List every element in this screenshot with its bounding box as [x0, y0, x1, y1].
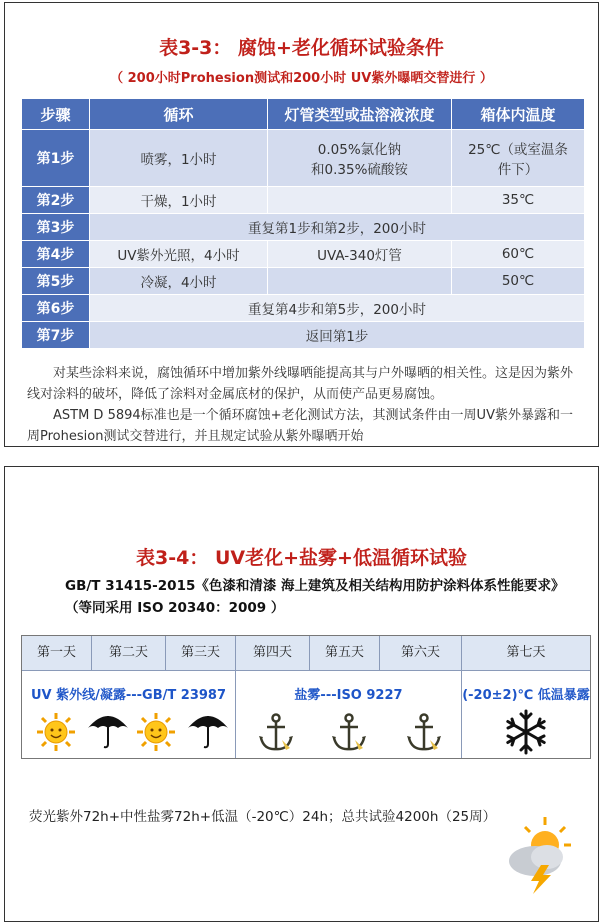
standard-reference: GB/T 31415-2015《色漆和清漆 海上建筑及相关结构用防护涂料体系性能要求》（等同采用 ISO 20340：2009 ）	[65, 578, 565, 616]
table-row: 第3步 重复第1步和第2步，200小时	[22, 214, 585, 241]
sun-icon	[36, 712, 76, 752]
uv-segment	[22, 670, 236, 758]
weekly-cycle-grid	[21, 635, 591, 759]
paragraph-correlation: 对某些涂料来说，腐蚀循环中增加紫外线曝晒能提高其与户外曝晒的相关性。这是因为紫外线对涂料的破坏，降低了涂料对金属底材的保护，从而使产品更易腐蚀。	[27, 366, 574, 402]
day-cell: 第五天	[310, 636, 380, 670]
header-cycle: 循环	[90, 99, 268, 130]
header-lamp: 灯管类型或盐溶液浓度	[268, 99, 452, 130]
description-text	[27, 363, 582, 447]
table-row: 第7步 返回第1步	[22, 322, 585, 349]
umbrella-icon	[86, 710, 130, 750]
low-temp-segment	[462, 670, 590, 758]
salt-spray-segment-label: 盐雾---ISO 9227	[294, 688, 403, 703]
low-temp-segment-label: (-20±2)℃ 低温暴露	[462, 688, 590, 703]
days-header	[22, 636, 590, 671]
header-temp: 箱体内温度	[452, 99, 585, 130]
day-cell: 第二天	[92, 636, 166, 670]
weather-storm-icon	[505, 815, 575, 895]
anchor-icon	[256, 712, 296, 754]
table-3-3-panel	[4, 2, 599, 447]
table-subtitle: （ 200小时Prohesion测试和200小时 UV紫外曝晒交替进行 ）	[110, 71, 493, 86]
anchor-icon	[329, 712, 369, 754]
table-row: 第6步 重复第4步和第5步，200小时	[22, 295, 585, 322]
day-cell: 第三天	[166, 636, 236, 670]
table-row: 第1步 喷雾，1小时 0.05%氯化钠 和0.35%硫酸铵 25℃（或室温条 件下）	[22, 130, 585, 187]
paragraph-astm: ASTM D 5894标准也是一个循环腐蚀+老化测试方法，其测试条件由一周UV紫外暴露和一周Prohesion测试交替进行，并且规定试验从紫外曝晒开始	[27, 408, 573, 444]
day-cell: 第六天	[380, 636, 462, 670]
day-cell: 第四天	[236, 636, 310, 670]
table-row: 第2步 干燥，1小时 35℃	[22, 187, 585, 214]
table-3-4-panel	[4, 466, 599, 922]
table-row: 第4步 UV紫外光照，4小时 UVA-340灯管 60℃	[22, 241, 585, 268]
uv-segment-label: UV 紫外线/凝露---GB/T 23987	[30, 688, 227, 703]
snowflake-icon	[502, 708, 550, 756]
test-summary: 荧光紫外72h+中性盐雾72h+低温（-20℃）24h；总共试验4200h（25周）	[29, 809, 497, 825]
table-title: 表3-3： 腐蚀+老化循环试验条件	[159, 37, 444, 59]
day-cell: 第七天	[506, 645, 546, 660]
anchor-icon	[404, 712, 444, 754]
salt-spray-segment	[236, 670, 462, 758]
table-row: 第5步 冷凝，4小时 50℃	[22, 268, 585, 295]
day-cell: 第一天	[22, 636, 92, 670]
cycle-conditions-table	[21, 98, 585, 349]
umbrella-icon	[186, 710, 230, 750]
table-title: 表3-4： UV老化+盐雾+低温循环试验	[136, 547, 467, 569]
sun-icon	[136, 712, 176, 752]
header-step: 步骤	[22, 99, 90, 130]
